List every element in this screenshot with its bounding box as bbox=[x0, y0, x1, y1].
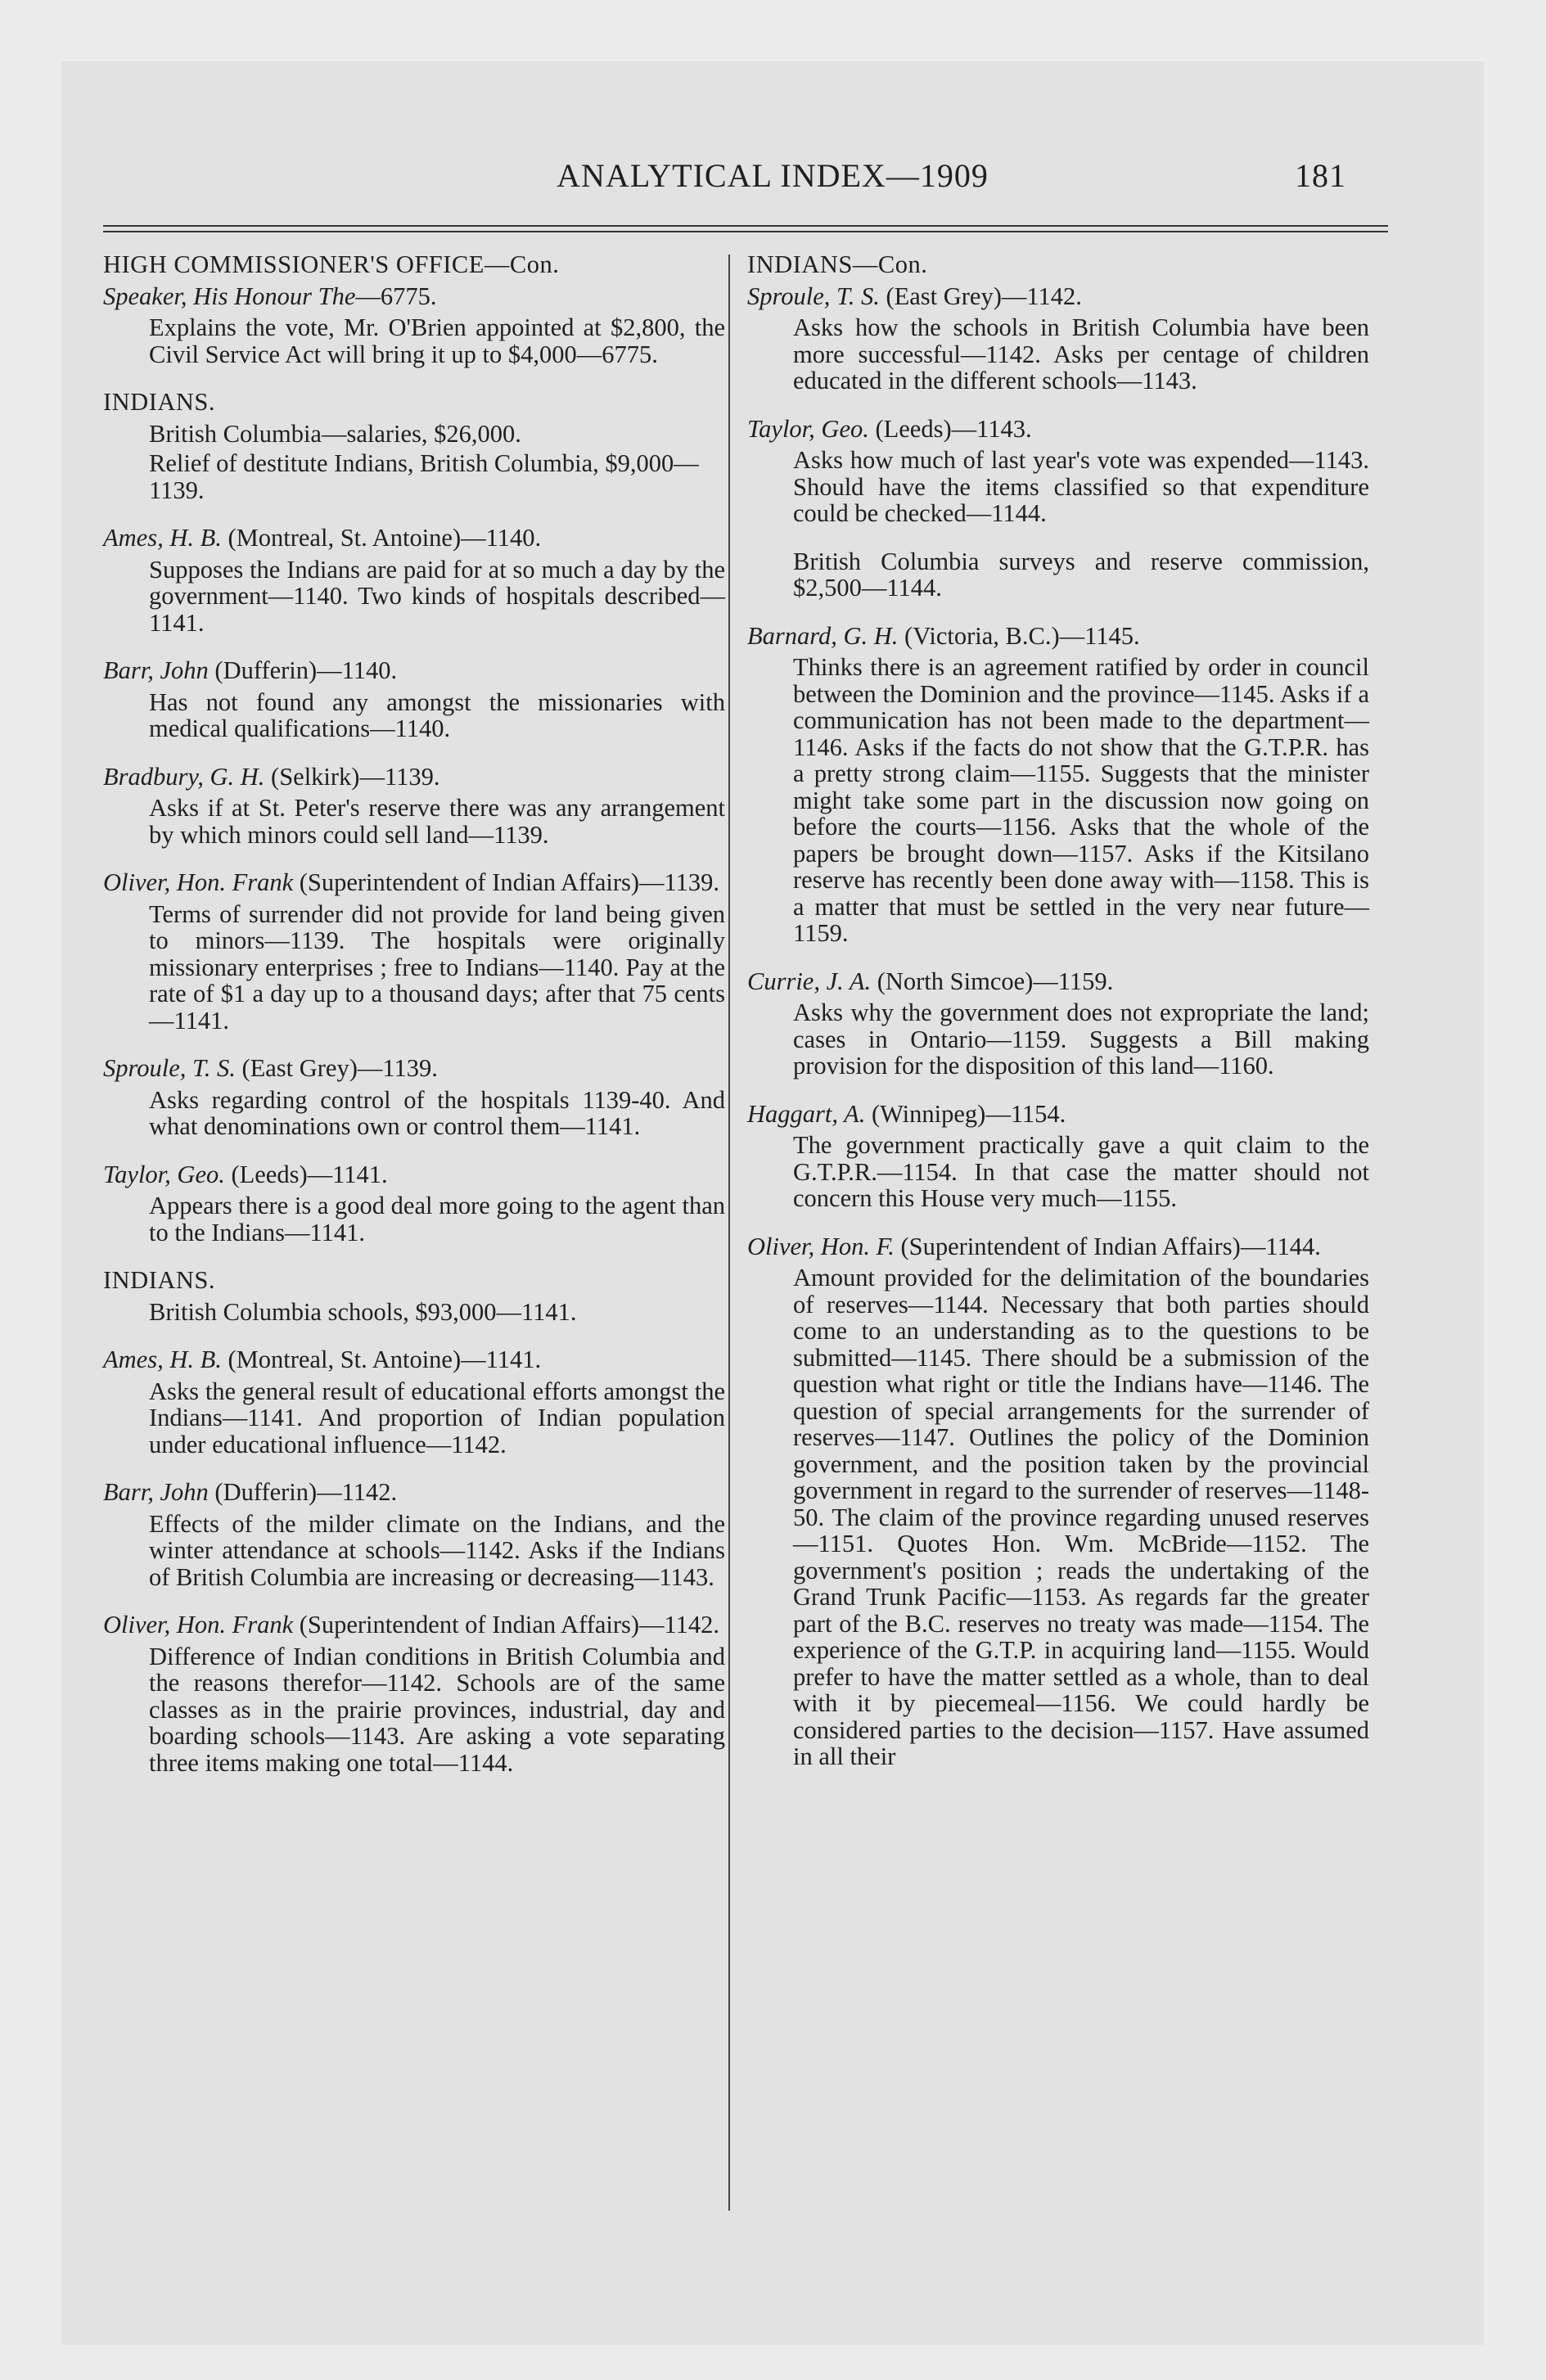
entry-ref: (Leeds)—1143. bbox=[868, 414, 1032, 443]
page bbox=[61, 61, 1484, 2345]
column-divider bbox=[728, 255, 730, 2211]
page-number: 181 bbox=[1295, 157, 1346, 194]
header-rule-double bbox=[103, 231, 1388, 232]
header-rule bbox=[103, 225, 1388, 227]
entry-text: Supposes the Indians are paid for at so much a day by the government—1140. Two kinds of hospitals described—1141. bbox=[149, 555, 725, 637]
entry-ref: (East Grey)—1139. bbox=[235, 1054, 438, 1082]
entry-name: Oliver, Hon. Frank bbox=[103, 1611, 294, 1639]
entry-text: Has not found any amongst the missionaries with medical qualifications—1140. bbox=[149, 687, 725, 742]
entry-name: Barr, John bbox=[103, 656, 209, 684]
entry-text: Difference of Indian conditions in British Columbia and the reasons therefor—1142. Schools are of the same classes as in the prairie provinces, industrial, day and boarding schools—1143. Are asking a vote separating three items making one total—1144. bbox=[149, 1642, 725, 1777]
index-entry bbox=[103, 1161, 725, 1188]
section-heading: INDIANS. bbox=[103, 388, 216, 416]
entry-text: Asks if at St. Peter's reserve there was any arrangement by which minors could sell land—1139. bbox=[149, 794, 725, 849]
entry-ref: (Selkirk)—1139. bbox=[264, 762, 440, 791]
entry-name: Oliver, Hon. F. bbox=[747, 1232, 895, 1260]
section-heading: INDIANS. bbox=[103, 1266, 216, 1294]
entry-ref: (Superintendent of Indian Affairs)—1144. bbox=[894, 1232, 1321, 1260]
entry-text: Explains the vote, Mr. O'Brien appointed at $2,800, the Civil Service Act will bring it up to $4,000—6775. bbox=[149, 313, 725, 368]
entry-name: Oliver, Hon. Frank bbox=[103, 868, 294, 896]
index-entry bbox=[747, 623, 1369, 650]
entry-text: Effects of the milder climate on the Indians, and the winter attendance at schools—1142. Asks if the Indians of British Columbia are increasing or decreasing—1143. bbox=[149, 1509, 725, 1591]
entry-name: Bradbury, G. H. bbox=[103, 762, 265, 791]
entry-name: Barr, John bbox=[103, 1478, 209, 1506]
entry-name: Taylor, Geo. bbox=[103, 1160, 225, 1188]
entry-ref: (Leeds)—1141. bbox=[224, 1160, 388, 1188]
entry-name: Ames, H. B. bbox=[103, 1346, 222, 1373]
entry-text: Appears there is a good deal more going to the agent than to the Indians—1141. bbox=[149, 1192, 725, 1246]
entry-ref: (Superintendent of Indian Affairs)—1142. bbox=[293, 1611, 720, 1639]
entry-ref: (North Simcoe)—1159. bbox=[871, 967, 1114, 995]
index-entry bbox=[747, 283, 1369, 310]
entry-text: Asks why the government does not expropriate the land; cases in Ontario—1159. Suggests a Bill making provision for the disposition of this land—1160. bbox=[793, 998, 1369, 1080]
subheading: British Columbia surveys and reserve commission, $2,500—1144. bbox=[793, 547, 1369, 602]
subheading: Relief of destitute Indians, British Columbia, $9,000—1139. bbox=[149, 449, 699, 504]
entry-name: Barnard, G. H. bbox=[747, 621, 899, 650]
index-entry bbox=[747, 1233, 1369, 1260]
left-column bbox=[103, 251, 725, 1797]
entry-text: Amount provided for the delimitation of the boundaries of reserves—1144. Necessary that both parties should come to an understanding as to the questions to be submitted—1145. There should be a submission of the question what right or title the Indians have—1146. The question of special arrangements for the surrender of reserves—1147. Outlines the policy of the Dominion government, and the position taken by the provincial government in regard to the surrender of reserves—1148-50. The claim of the province regarding unused reserves—1151. Quotes Hon. Wm. McBride—1152. The government's position ; reads the undertaking of the Grand Trunk Pacific—1153. As regards far the greater part of the B.C. reserves no treaty was made—1154. The experience of the G.T.P. in acquiring land—1155. Would prefer to have the matter settled as a whole, than to deal with it by piecemeal—1156. We could hardly be considered parties to the decision—1157. Have assumed in all their bbox=[793, 1264, 1369, 1770]
index-entry bbox=[747, 968, 1369, 995]
entry-text: Thinks there is an agreement ratified by order in council between the Dominion and the province—1145. Asks if a communication has not been made to the department—1146. Asks if the facts do not show that the G.T.P.R. has a pretty strong claim—1155. Suggests that the minister might take some part in the discussion now going on before the courts—1156. Asks that the whole of the papers be brought down—1157. Asks if the Kitsilano reserve has recently been done away with—1158. This is a matter that must be settled in the very near future—1159. bbox=[793, 653, 1369, 947]
entry-name: Sproule, T. S. bbox=[103, 1054, 236, 1082]
index-entry bbox=[103, 764, 725, 791]
entry-name: Speaker, His Honour The bbox=[103, 282, 356, 310]
subheading: British Columbia—salaries, $26,000. bbox=[149, 419, 521, 448]
entry-text: The government practically gave a quit claim to the G.T.P.R.—1154. In that case the matter should not concern this House very much—1155. bbox=[793, 1131, 1369, 1212]
index-entry bbox=[103, 657, 725, 684]
entry-ref: (Victoria, B.C.)—1145. bbox=[898, 621, 1140, 650]
section-heading: HIGH COMMISSIONER'S OFFICE—Con. bbox=[103, 250, 560, 278]
index-entry bbox=[103, 1346, 725, 1373]
index-entry bbox=[103, 1479, 725, 1506]
entry-text: Asks how the schools in British Columbia have been more successful—1142. Asks per centage of children educated in the different schools—1143. bbox=[793, 313, 1369, 394]
entry-ref: (Dufferin)—1140. bbox=[208, 656, 398, 684]
subheading: British Columbia schools, $93,000—1141. bbox=[149, 1297, 577, 1326]
index-entry bbox=[747, 1101, 1369, 1128]
entry-name: Haggart, A. bbox=[747, 1099, 866, 1128]
right-column bbox=[747, 251, 1369, 1792]
entry-ref: (East Grey)—1142. bbox=[879, 282, 1082, 310]
section-heading: INDIANS—Con. bbox=[747, 250, 928, 278]
entry-ref: (Winnipeg)—1154. bbox=[865, 1099, 1066, 1128]
entry-text: Asks the general result of educational efforts amongst the Indians—1141. And proportion of Indian population under educational influence—1142. bbox=[149, 1377, 725, 1458]
index-entry bbox=[103, 1611, 725, 1639]
header-title: ANALYTICAL INDEX—1909 bbox=[557, 157, 989, 194]
entry-ref: (Montreal, St. Antoine)—1141. bbox=[221, 1346, 542, 1373]
entry-name: Taylor, Geo. bbox=[747, 414, 869, 443]
index-entry bbox=[103, 869, 725, 896]
entry-name: Sproule, T. S. bbox=[747, 282, 880, 310]
entry-name: Ames, H. B. bbox=[103, 524, 222, 552]
entry-name: Currie, J. A. bbox=[747, 967, 872, 995]
running-header bbox=[61, 156, 1484, 205]
entry-text: Asks regarding control of the hospitals 1139-40. And what denominations own or control them—1141. bbox=[149, 1085, 725, 1140]
entry-ref: —6775. bbox=[355, 282, 437, 310]
index-entry bbox=[103, 525, 725, 552]
entry-text: Terms of surrender did not provide for land being given to minors—1139. The hospitals were originally missionary enterprises ; free to Indians—1140. Pay at the rate of $1 a day up to a thousand days; after that 75 cents—1141. bbox=[149, 899, 725, 1034]
index-entry bbox=[103, 283, 725, 310]
entry-text: Asks how much of last year's vote was expended—1143. Should have the items classified so that expenditure could be checked—1144. bbox=[793, 446, 1369, 527]
entry-ref: (Montreal, St. Antoine)—1140. bbox=[221, 524, 542, 552]
index-entry bbox=[103, 1055, 725, 1082]
index-entry bbox=[747, 416, 1369, 443]
entry-ref: (Dufferin)—1142. bbox=[208, 1478, 398, 1506]
entry-ref: (Superintendent of Indian Affairs)—1139. bbox=[293, 868, 720, 896]
